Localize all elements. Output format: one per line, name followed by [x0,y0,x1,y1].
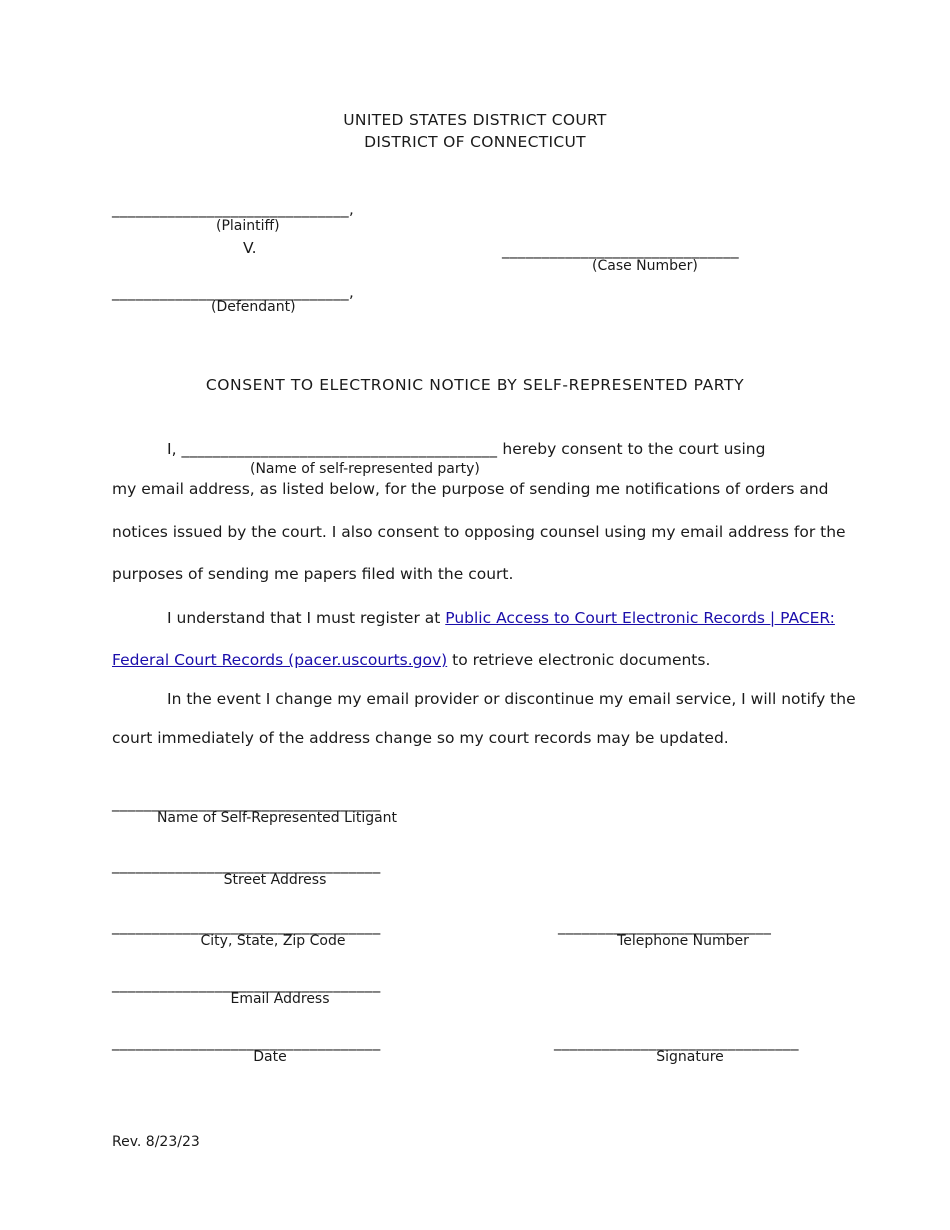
date-label: Date [253,1049,287,1065]
telephone-label: Telephone Number [617,933,749,949]
register-second-line [112,651,710,669]
signature-blank[interactable]: _______________________________ [554,1033,799,1051]
change-notice-line-2: court immediately of the address change so my court records may be updated. [112,729,729,747]
pacer-link-part-2[interactable]: Federal Court Records (pacer.uscourts.gov) [112,651,448,669]
document-title: CONSENT TO ELECTRONIC NOTICE BY SELF-REPRESENTED PARTY [205,376,745,394]
register-prefix: I understand that I must register at [167,609,441,627]
change-notice-line-1: In the event I change my email provider or discontinue my email service, I will notify the [167,690,856,708]
email-address-label: Email Address [230,991,330,1007]
consent-after-name: hereby consent to the court using [502,440,766,458]
register-first-line [167,609,835,627]
pacer-link-part-1[interactable]: Public Access to Court Electronic Records | PACER: [445,609,835,627]
plaintiff-blank[interactable]: ______________________________, [112,200,355,218]
email-address-blank[interactable]: __________________________________ [112,975,381,993]
defendant-label: (Defendant) [211,299,296,315]
telephone-blank[interactable]: ___________________________ [558,917,772,935]
consent-first-line [167,440,765,458]
litigant-name-blank[interactable]: __________________________________ [112,794,381,812]
city-state-zip-blank[interactable]: __________________________________ [112,917,381,935]
case-number-label: (Case Number) [592,258,698,274]
register-suffix: to retrieve electronic documents. [452,651,711,669]
signature-label: Signature [656,1049,724,1065]
versus-label: V. [243,239,257,257]
consent-line-2: my email address, as listed below, for the purpose of sending me notifications of orders and [112,480,829,498]
consent-line-4: purposes of sending me papers filed with the court. [112,565,514,583]
case-number-blank[interactable]: ______________________________ [502,241,739,259]
consent-line-3: notices issued by the court. I also consent to opposing counsel using my email address for the [112,523,846,541]
street-address-blank[interactable]: __________________________________ [112,856,381,874]
street-address-label: Street Address [223,872,327,888]
court-name: UNITED STATES DISTRICT COURT [343,111,607,129]
self-represented-name-blank[interactable]: ________________________________________ [181,440,498,458]
date-blank[interactable]: __________________________________ [112,1033,381,1051]
revision-date: Rev. 8/23/23 [112,1134,200,1150]
defendant-blank[interactable]: ______________________________, [112,283,355,301]
self-represented-name-label: (Name of self-represented party) [250,461,480,477]
consent-i-prefix: I, [167,440,177,458]
litigant-name-label: Name of Self-Represented Litigant [156,810,398,826]
district-name: DISTRICT OF CONNECTICUT [364,133,586,151]
city-state-zip-label: City, State, Zip Code [200,933,346,949]
plaintiff-label: (Plaintiff) [216,218,280,234]
